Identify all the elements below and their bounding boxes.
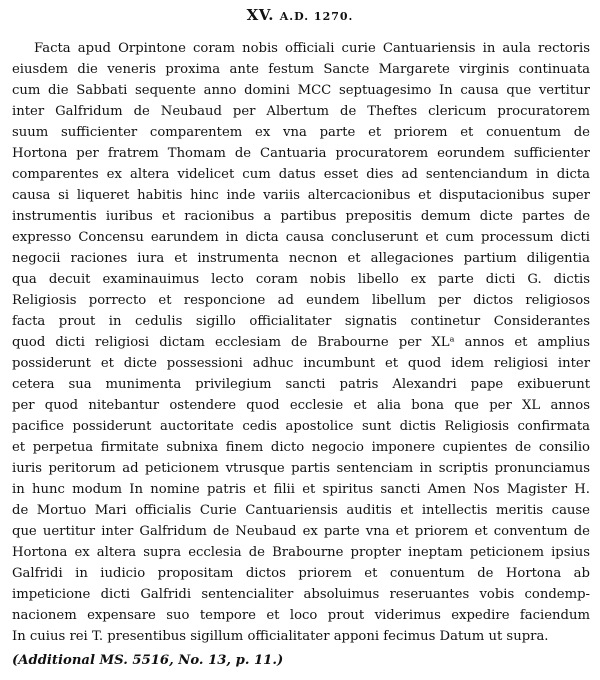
text-line: comparentes ex altera videlicet cum datus esset dies ad sentenciandum in dicta [12,167,590,182]
heading-date: A.D. 1270. [279,10,354,23]
document-heading [0,6,600,24]
text-line: Facta apud Orpintone coram nobis officiali curie Cantuariensis in aula rectoris [34,41,590,56]
text-line: Hortona per fratrem Thomam de Cantuaria procuratorem eorundem sufficienter [12,146,590,161]
text-line: expresso Concensu earundem in dicta causa concluserunt et cum processum dicti [12,230,590,245]
text-line: cetera sua munimenta privilegium sancti patris Alexandri pape exibuerunt [12,377,590,392]
text-line: et perpetua firmitate subnixa finem dicto negocio imponere cupientes de consilio [12,440,590,455]
text-line: inter Galfridum de Neubaud per Albertum de Theftes clericum procuratorem [12,104,590,119]
text-line: cum die Sabbati sequente anno domini MCC septuagesimo In causa que vertitur [12,83,590,98]
text-line: pacifice possiderunt auctoritate cedis apostolice sunt dictis Religiosis confirmata [12,419,590,434]
text-line: Religiosis porrecto et responcione ad eundem libellum per dictos religiosos [12,293,590,308]
text-line: nacionem expensare suo tempore et loco prout viderimus expedire faciendum [12,608,590,623]
text-line: que uertitur inter Galfridum de Neubaud ex parte vna et priorem et conventum de [12,524,590,539]
text-line: possiderunt et dicte possessioni adhuc incumbunt et quod idem religiosi inter [12,356,590,371]
text-line: Galfridi in iudicio propositam dictos priorem et conuentum de Hortona ab [12,566,590,581]
text-line: qua decuit examinauimus lecto coram nobis libello ex parte dicti G. dictis [12,272,590,287]
text-line: quod dicti religiosi dictam ecclesiam de Brabourne per XLᵃ annos et amplius [12,335,590,350]
text-line: In cuius rei T. presentibus sigillum officialitater apponi fecimus Datum ut supra. [12,629,549,644]
heading-number: XV. [246,6,275,24]
text-line: in hunc modum In nomine patris et filii et spiritus sancti Amen Nos Magister H. [12,482,590,497]
text-line: eiusdem die veneris proxima ante festum Sancte Margarete virginis continuata [12,62,590,77]
text-line: suum sufficienter comparentem ex vna parte et priorem et conuentum de [12,125,590,140]
text-line: per quod nitebantur ostendere quod ecclesie et alia bona que per XL annos [12,398,590,413]
text-line: negocii raciones iura et instrumenta necnon et allegaciones partium diligentia [12,251,590,266]
document-body [12,38,590,647]
text-line: instrumentis iuribus et racionibus a partibus prepositis demum dicte partes de [12,209,590,224]
text-line: iuris peritorum ad peticionem vtrusque partis sentenciam in scriptis pronunciamus [12,461,590,476]
text-line: causa si liqueret habitis hinc inde variis altercacionibus et disputacionibus super [12,188,590,203]
source-citation: (Additional MS. 5516, No. 13, p. 11.) [12,653,284,668]
text-line: Hortona ex altera supra ecclesia de Brabourne propter ineptam peticionem ipsius [12,545,590,560]
text-line: de Mortuo Mari officialis Curie Cantuariensis auditis et intellectis meritis cause [12,503,590,518]
text-line: impeticione dicti Galfridi sentencialiter absoluimus reseruantes vobis condemp- [12,587,590,602]
text-line: facta prout in cedulis sigillo officialitater signatis continetur Considerantes [12,314,590,329]
